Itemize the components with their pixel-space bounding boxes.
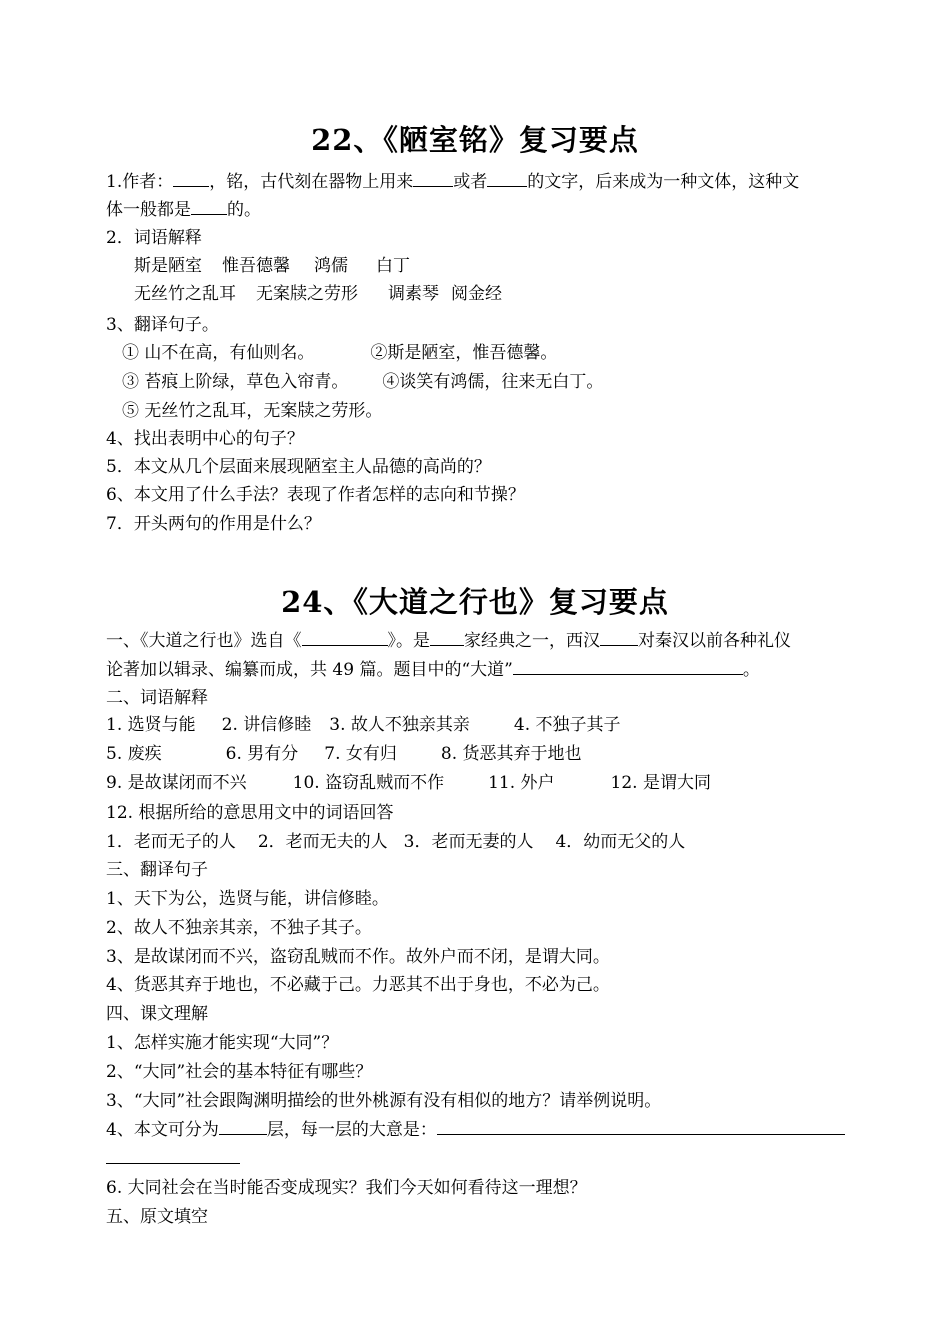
answer-rule[interactable]	[106, 1163, 240, 1164]
q3-row-1: ① 山不在高，有仙则名。 ②斯是陋室，惟吾德馨。	[122, 343, 558, 363]
vocab-row-1: 1. 选贤与能 2. 讲信修睦 3. 故人不独亲其亲 4. 不独子其子	[106, 715, 621, 735]
term: 无案牍之劳形	[256, 284, 358, 304]
term: 惟吾德馨	[222, 256, 290, 276]
h4: 四、课文理解	[106, 1004, 208, 1024]
blank-or[interactable]	[487, 171, 527, 187]
term: 无丝竹之乱耳	[134, 284, 236, 304]
q2-row-1	[134, 255, 410, 277]
understand-3: 3、“大同”社会跟陶渊明描绘的世外桃源有没有相似的地方？请举例说明。	[106, 1091, 662, 1111]
q7: 7．开头两句的作用是什么？	[106, 514, 321, 534]
blank-layer-meaning[interactable]	[437, 1119, 845, 1135]
h2: 二、词语解释	[106, 688, 208, 708]
blank-layers[interactable]	[219, 1119, 267, 1135]
section-title-da-dao: 24、《大道之行也》复习要点	[281, 585, 669, 619]
blank-compiler[interactable]	[600, 630, 638, 646]
q1-line-1: 1.作者： ，铭，古代刻在器物上用来 或者 的文字，后来成为一种文体，这种文	[106, 172, 800, 192]
p1-line-2: 论著加以辑录、编纂而成，共 49 篇。题目中的“大道” 。	[106, 660, 760, 680]
translate-2: 2、故人不独亲其亲，不独子其子。	[106, 918, 372, 938]
blank-da-dao[interactable]	[513, 659, 743, 675]
h5: 五、原文填空	[106, 1207, 208, 1227]
h3: 三、翻译句子	[106, 860, 208, 880]
section-title-lou-shi-ming: 22、《陋室铭》复习要点	[311, 123, 639, 157]
blank-school[interactable]	[430, 630, 464, 646]
translate-1: 1、天下为公，选贤与能，讲信修睦。	[106, 889, 389, 909]
blank-use[interactable]	[413, 171, 453, 187]
term: 鸿儒	[314, 256, 348, 276]
p1-line-1: 一、《大道之行也》选自《 》。是 家经典之一，西汉 对秦汉以前各种礼仪	[106, 631, 791, 651]
vocab-row-2: 5. 废疾 6. 男有分 7. 女有归 8. 货恶其弃于地也	[106, 744, 582, 764]
translate-3: 3、是故谋闭而不兴，盗窃乱贼而不作。故外户而不闭，是谓大同。	[106, 947, 610, 967]
term: 斯是陋室	[134, 256, 202, 276]
term: 阅金经	[451, 284, 502, 304]
q2-heading: 2．词语解释	[106, 228, 202, 248]
q6-reality: 6. 大同社会在当时能否变成现实？我们今天如何看待这一理想？	[106, 1178, 587, 1198]
blank-source[interactable]	[302, 630, 388, 646]
translate-4: 4、货恶其弃于地也，不必藏于己。力恶其不出于身也，不必为己。	[106, 975, 610, 995]
term: 白丁	[376, 256, 410, 276]
term: 调素琴	[388, 284, 439, 304]
q3-heading: 3、翻译句子。	[106, 315, 219, 335]
q6: 6、本文用了什么手法？表现了作者怎样的志向和节操？	[106, 485, 525, 505]
q1-line-2: 体一般都是 的。	[106, 200, 261, 220]
q3-row-2: ③ 苔痕上阶绿，草色入帘青。 ④谈笑有鸿儒，往来无白丁。	[122, 372, 604, 392]
blank-author[interactable]	[173, 171, 209, 187]
q12: 12. 根据所给的意思用文中的词语回答	[106, 803, 394, 823]
q4-structure-line: 4、本文可分为 层，每一层的大意是：	[106, 1119, 845, 1141]
blank-genre[interactable]	[191, 199, 227, 215]
understand-1: 1、怎样实施才能实现“大同”？	[106, 1033, 339, 1053]
vocab-row-3: 9. 是故谋闭而不兴 10. 盗窃乱贼而不作 11. 外户 12. 是谓大同	[106, 773, 711, 793]
q3-row-3: ⑤ 无丝竹之乱耳，无案牍之劳形。	[122, 401, 383, 421]
q2-row-2	[134, 283, 502, 305]
meaning-row: 1．老而无子的人 2．老而无夫的人 3．老而无妻的人 4．幼而无父的人	[106, 832, 686, 852]
understand-2: 2、“大同”社会的基本特征有哪些？	[106, 1062, 373, 1082]
q5: 5．本文从几个层面来展现陋室主人品德的高尚的？	[106, 457, 491, 477]
q4: 4、找出表明中心的句子？	[106, 429, 304, 449]
